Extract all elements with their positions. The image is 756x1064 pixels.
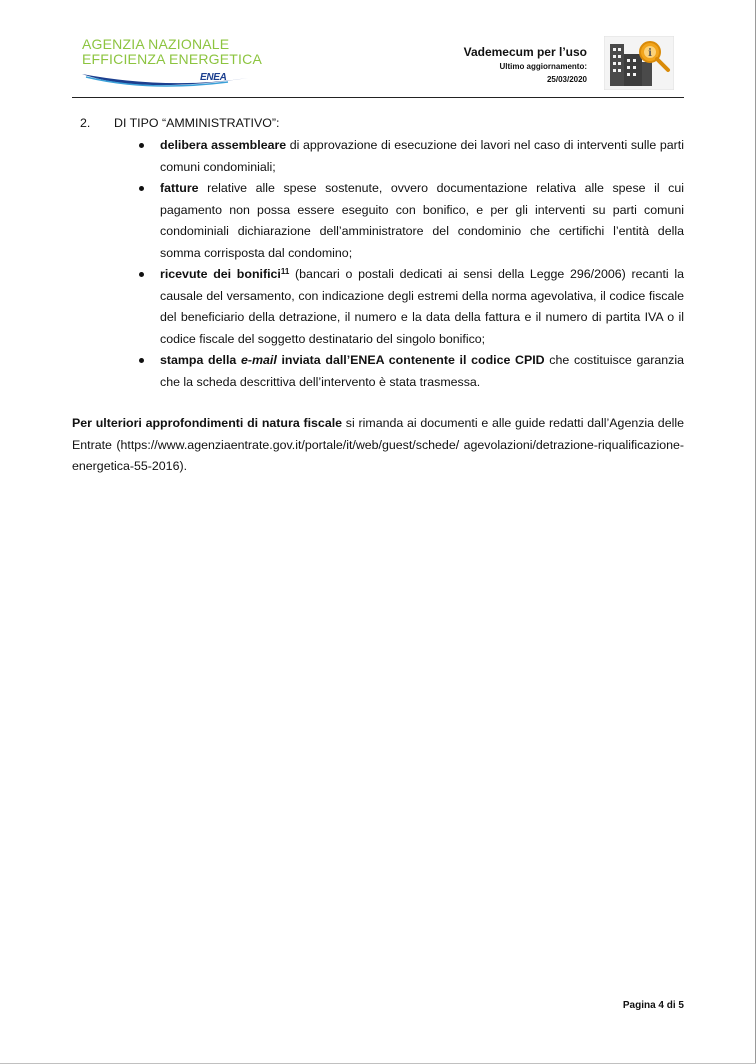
list-item-bold: fatture: [160, 181, 199, 195]
footnote-ref[interactable]: 11: [280, 267, 290, 276]
list-item: [72, 264, 684, 350]
requirements-list: [72, 135, 684, 393]
page-number: Pagina 4 di 5: [622, 1000, 684, 1011]
list-item-bold: delibera assembleare: [160, 138, 287, 152]
building-search-icon: [604, 36, 674, 90]
list-item-text: (bancari o postali dedicati ai sensi della Legge 296/2006) recanti la causale del versamento, con indicazione degli estremi della norma agevolativa, il codice fiscale del beneficiario della detrazione, il numero e la data della fattura e il numero di partita IVA o il codice fiscale del soggetto destinatario del singolo bonifico;: [160, 267, 684, 346]
update-label: Ultimo aggiornamento:: [499, 62, 587, 71]
list-item: [72, 350, 684, 393]
bullet-icon: [139, 186, 144, 191]
closing-text: si rimanda ai documenti e alle guide redatti dall’Agenzia delle Entrate (https://www.agenziaentrate.gov.it/portale/it/web/guest/schede/ agevolazioni/detrazione-riqualificazione-energetica-55-2016).: [72, 416, 684, 473]
list-item-bold: ricevute dei bonifici: [160, 267, 281, 281]
list-item-bold-italic: e-mail: [240, 353, 277, 367]
logo-text-line1: AGENZIA NAZIONALE: [82, 36, 230, 52]
list-item-bold: inviata dall’ENEA contenente il codice CPID: [276, 353, 545, 367]
list-item-text: che costituisce garanzia che la scheda descrittiva dell’intervento è stata trasmessa.: [160, 353, 684, 389]
closing-paragraph: [72, 413, 684, 478]
bullet-icon: [139, 143, 144, 148]
section-heading: [72, 113, 684, 135]
section-title: DI TIPO “AMMINISTRATIVO”:: [114, 116, 280, 130]
update-date: 25/03/2020: [546, 75, 587, 84]
document-body: [72, 113, 684, 478]
list-item: [72, 178, 684, 264]
logo-enea-wordmark: ENEA: [200, 72, 227, 83]
document-title: Vademecum per l’uso: [463, 45, 587, 59]
list-item-bold: stampa della: [160, 353, 241, 367]
enea-logo: [78, 34, 262, 96]
list-item: [72, 135, 684, 178]
logo-swoosh-icon: [78, 68, 258, 94]
logo-text-line2: EFFICIENZA ENERGETICA: [82, 51, 262, 67]
list-item-text: di approvazione di esecuzione dei lavori nel caso di interventi sulle parti comuni condominiali;: [160, 138, 684, 174]
bullet-icon: [139, 358, 144, 363]
section-number: 2.: [80, 116, 91, 130]
closing-bold: Per ulteriori approfondimenti di natura fiscale: [72, 416, 343, 430]
svg-text:i: i: [648, 48, 652, 59]
list-item-text: relative alle spese sostenute, ovvero documentazione relativa alle spese il cui pagamento non possa essere eseguito con bonifico, e per gli interventi su parti comuni condominiali dichiarazione dell’amministratore del condominio che certifichi l’entità della somma corrisposta dal condomino;: [160, 181, 684, 260]
header-divider: [72, 97, 684, 98]
bullet-icon: [139, 272, 144, 277]
